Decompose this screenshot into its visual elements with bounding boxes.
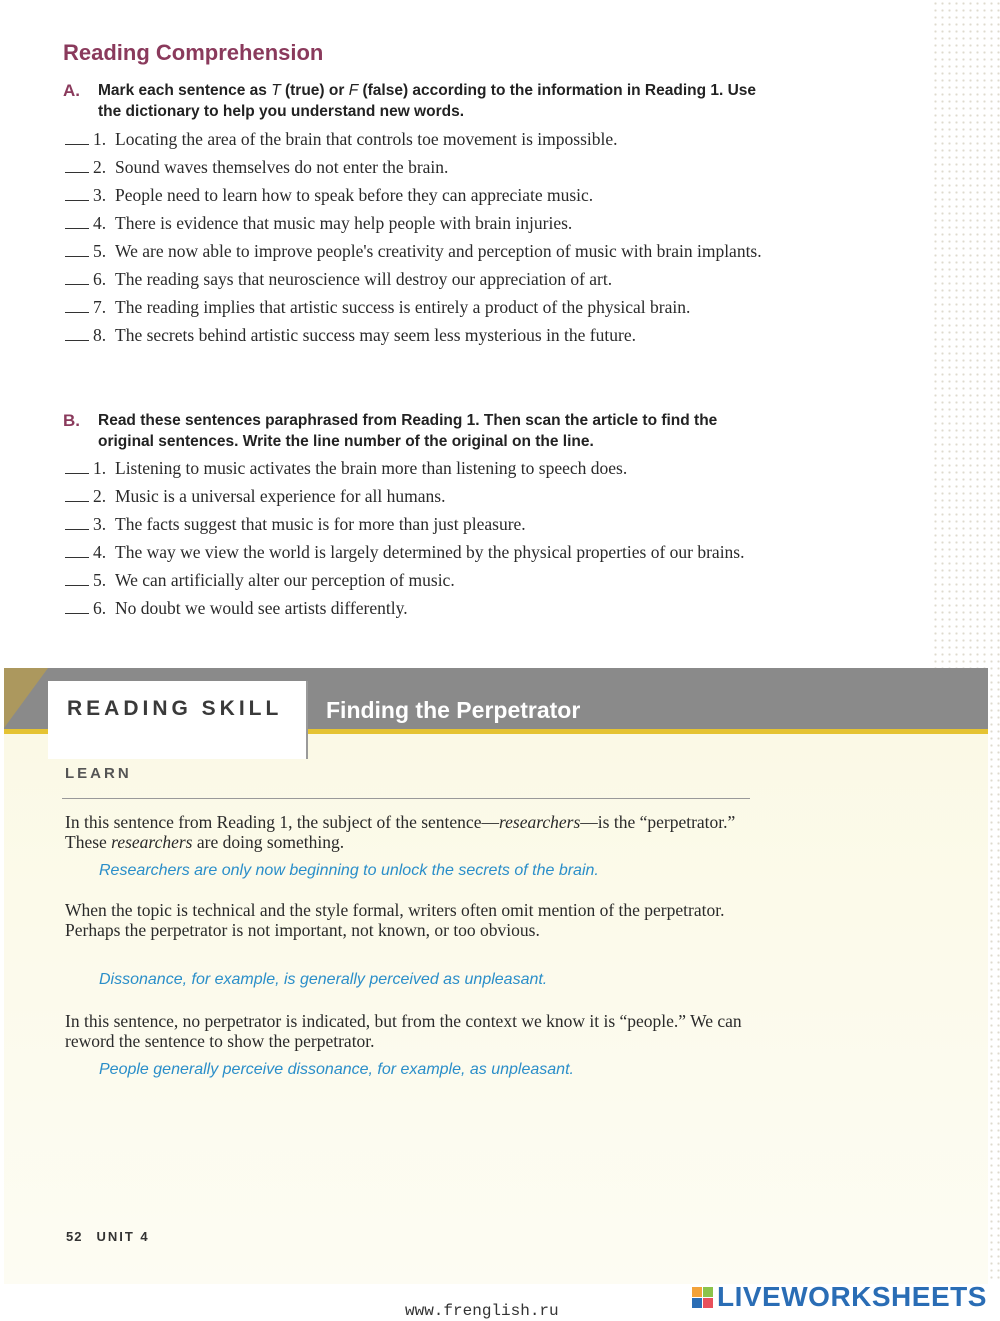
part-b-letter: B. bbox=[63, 411, 80, 430]
list-item: 6. The reading says that neuroscience will destroy our appreciation of art. bbox=[93, 269, 613, 289]
instructions-b-text: Read these sentences paraphrased from Reading 1. Then scan the article to find the original sentences. Write the line number of the original on the line. bbox=[98, 412, 718, 450]
page-number: 52 bbox=[66, 1229, 83, 1244]
list-item: 2. Sound waves themselves do not enter the brain. bbox=[93, 157, 449, 177]
example-sentence-3: People generally perceive dissonance, for example, as unpleasant. bbox=[99, 1061, 574, 1078]
part-a-list bbox=[63, 129, 763, 353]
liveworksheets-wordmark: LIVEWORKSHEETS bbox=[717, 1281, 987, 1312]
list-item: 7. The reading implies that artistic success is entirely a product of the physical brain. bbox=[93, 297, 691, 317]
reading-skill-label: READING SKILL bbox=[67, 697, 283, 720]
liveworksheets-logo-icon bbox=[692, 1287, 713, 1308]
list-item: 5. We can artificially alter our perception of music. bbox=[93, 570, 455, 590]
section-title: Reading Comprehension bbox=[63, 40, 324, 65]
learn-paragraph-3: In this sentence, no perpetrator is indicated, but from the context we know it is “people.” We can reword the sentence to show the perpetrator. bbox=[65, 1011, 742, 1051]
list-item: 2. Music is a universal experience for all humans. bbox=[93, 486, 446, 506]
part-a-letter: A. bbox=[63, 81, 80, 100]
learn-paragraph-2: When the topic is technical and the style formal, writers often omit mention of the perpetrator. Perhaps the perpetrator is not important, not known, or too obvious. bbox=[65, 900, 725, 940]
instructions-a-text: Mark each sentence as T (true) or F (false) according to the information in Reading 1. Use the dictionary to help you understand new words. bbox=[98, 82, 757, 120]
list-item: 3. The facts suggest that music is for more than just pleasure. bbox=[93, 514, 526, 534]
list-item: 1. Listening to music activates the brain more than listening to speech does. bbox=[93, 458, 628, 478]
list-item: 4. There is evidence that music may help people with brain injuries. bbox=[93, 213, 573, 233]
page-footer bbox=[66, 1229, 150, 1244]
list-item: 3. People need to learn how to speak before they can appreciate music. bbox=[93, 185, 594, 205]
list-item: 8. The secrets behind artistic success may seem less mysterious in the future. bbox=[93, 325, 636, 345]
list-item: 5. We are now able to improve people's creativity and perception of music with brain implants. bbox=[93, 241, 762, 261]
instructions-a bbox=[63, 80, 763, 122]
site-watermark: www.frenglish.ru bbox=[405, 1302, 559, 1320]
reading-skill-title: Finding the Perpetrator bbox=[326, 697, 581, 723]
learn-divider bbox=[62, 798, 750, 799]
part-b-list bbox=[63, 458, 763, 626]
unit-label: UNIT 4 bbox=[96, 1229, 150, 1244]
list-item: 1. Locating the area of the brain that controls toe movement is impossible. bbox=[93, 129, 618, 149]
list-item: 4. The way we view the world is largely determined by the physical properties of our brains. bbox=[93, 542, 745, 562]
learn-label: LEARN bbox=[65, 765, 132, 782]
liveworksheets-brand[interactable] bbox=[692, 1280, 987, 1314]
band-corner-accent bbox=[4, 668, 48, 728]
example-sentence-2: Dissonance, for example, is generally perceived as unpleasant. bbox=[99, 971, 548, 988]
learn-paragraph-1: In this sentence from Reading 1, the subject of the sentence—researchers—is the “perpetrator.” These researchers are doing something. bbox=[65, 812, 736, 852]
instructions-b bbox=[63, 410, 763, 452]
list-item: 6. No doubt we would see artists differently. bbox=[93, 598, 408, 618]
example-sentence-1: Researchers are only now beginning to unlock the secrets of the brain. bbox=[99, 862, 599, 879]
